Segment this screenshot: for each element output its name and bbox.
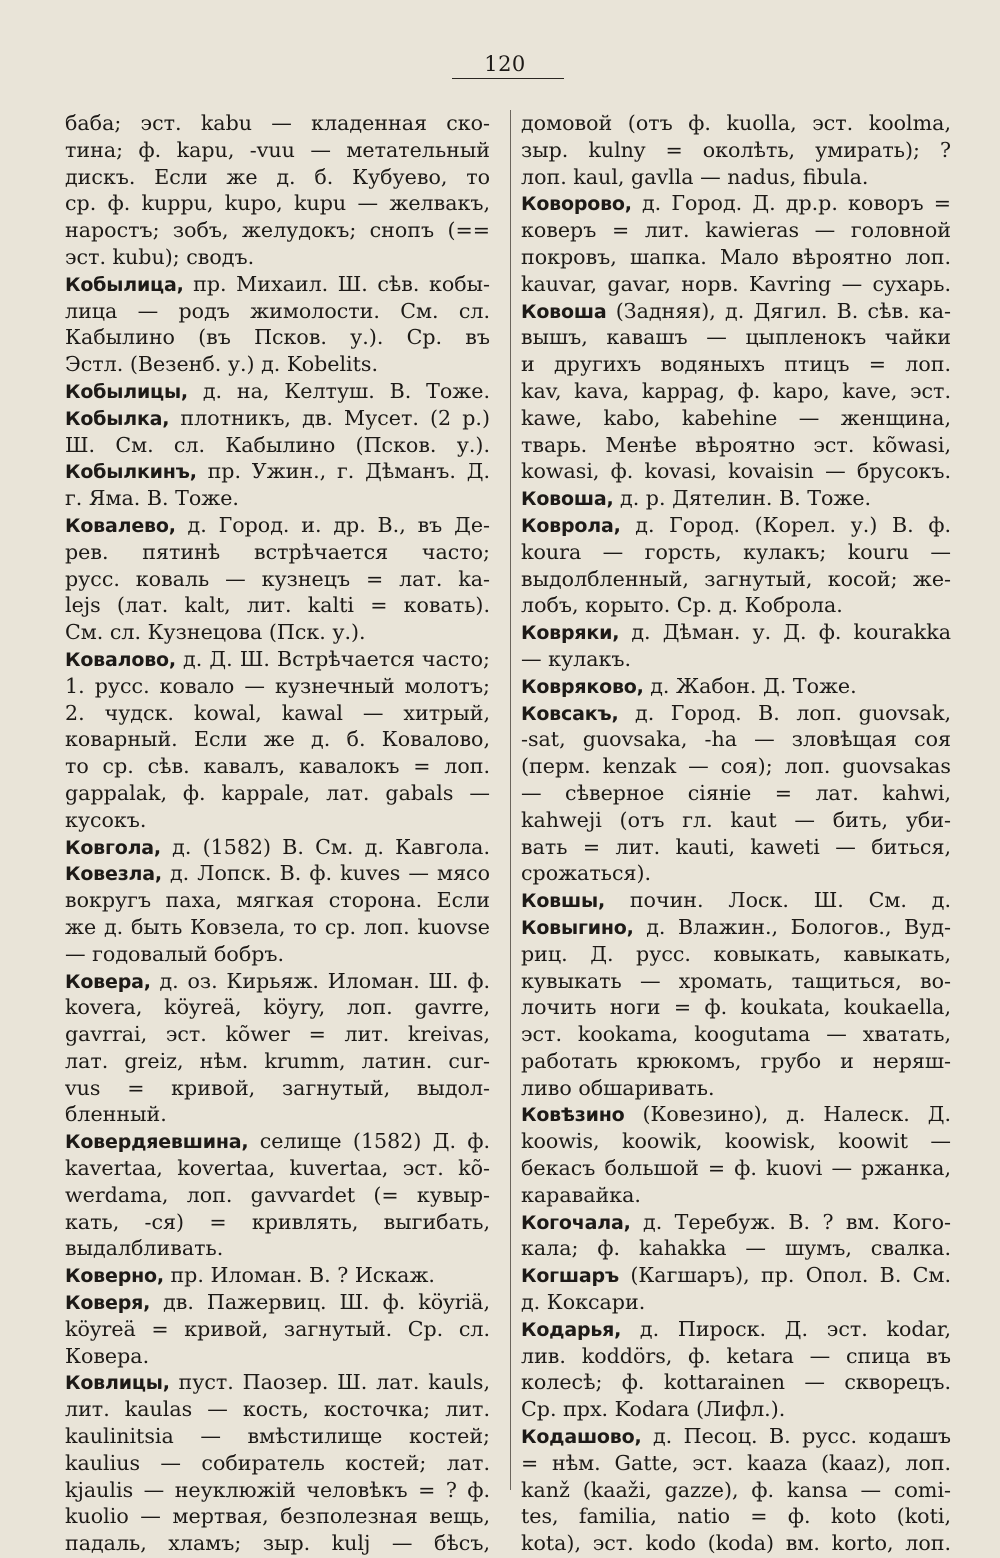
text-line	[521, 1396, 951, 1423]
text-line	[521, 458, 951, 485]
text-line	[521, 1262, 951, 1289]
entry-text: коварный. Если же д. б. Ковалово,	[65, 727, 490, 752]
text-line	[65, 807, 490, 834]
text-line	[65, 378, 490, 405]
entry-text: köyreä = кривой, загнутый. Ср. сл.	[65, 1316, 490, 1341]
entry-text: gappalak, ф. kappale, лат. gabals —	[65, 780, 490, 805]
text-line	[65, 244, 490, 271]
entry-text: = нѣм. Gatte, эст. kaaza (kaaz), лоп.	[521, 1450, 951, 1475]
entry-text: наростъ; зобъ, желудокъ; снопъ (==	[65, 218, 490, 243]
text-line	[65, 1262, 490, 1289]
text-line	[65, 164, 490, 191]
entry-text: кусокъ.	[65, 807, 147, 832]
text-line	[521, 244, 951, 271]
entry-headword: Ковѣзино	[521, 1104, 625, 1127]
entry-text: kowasi, ф. kovasi, kovaisin — брусокъ.	[521, 459, 951, 484]
entry-text: кала; ф. kahakka — шумъ, свалка.	[521, 1236, 951, 1261]
text-line	[65, 887, 490, 914]
text-line	[65, 110, 490, 137]
text-line	[65, 1316, 490, 1343]
text-line	[521, 1182, 951, 1209]
entry-text: вокругъ паха, мягкая сторона. Если	[65, 888, 490, 913]
entry-text: kanž (kaaži, gazze), ф. kansa — comi-	[521, 1477, 951, 1502]
header-rule	[452, 78, 564, 79]
text-line	[65, 860, 490, 887]
text-line	[65, 298, 490, 325]
text-line	[65, 566, 490, 593]
entry-text: русс. коваль — кузнецъ = лат. ka-	[65, 566, 490, 591]
entry-text: д. Коксари.	[521, 1290, 646, 1315]
text-line	[65, 1048, 490, 1075]
entry-text: д. на, Келтуш. В. Тоже.	[187, 378, 490, 403]
entry-text: коверъ = лит. kawieras — головной	[521, 218, 951, 243]
text-line	[65, 405, 490, 432]
text-line	[65, 1209, 490, 1236]
text-line	[65, 780, 490, 807]
text-line	[65, 914, 490, 941]
text-line	[65, 673, 490, 700]
text-line	[521, 1101, 951, 1128]
text-line	[65, 539, 490, 566]
entry-headword: Ковсакъ,	[521, 702, 619, 725]
entry-text: падаль, хламъ; зыр. kulj — бѣсъ,	[65, 1531, 490, 1556]
text-line	[65, 1101, 490, 1128]
entry-headword: Кобылка,	[65, 407, 170, 430]
entry-text: — кулакъ.	[521, 646, 632, 671]
text-line	[521, 914, 951, 941]
entry-headword: Кодарья,	[521, 1318, 622, 1341]
text-line	[65, 432, 490, 459]
entry-text: Ш. См. сл. Кабылино (Псков. у.).	[65, 432, 490, 457]
text-line	[521, 1075, 951, 1102]
text-line	[521, 164, 951, 191]
entry-text: лат. greiz, нѣм. krumm, латин. cur-	[65, 1048, 490, 1073]
entry-text: лобъ, корыто. Ср. д. Коброла.	[521, 593, 843, 618]
entry-text: (Задняя), д. Дягил. В. сѣв. ка-	[606, 298, 951, 323]
text-line	[521, 1128, 951, 1155]
entry-text: 1. русс. ковало — кузнечный молотъ;	[65, 673, 490, 698]
text-line	[65, 726, 490, 753]
text-line	[521, 726, 951, 753]
text-line	[521, 780, 951, 807]
entry-text: kahweji (отъ гл. kaut — бить, уби-	[521, 807, 951, 832]
text-line	[65, 1021, 490, 1048]
entry-headword: Ковезла,	[65, 863, 162, 886]
entry-text: koura — горсть, кулакъ; kouru —	[521, 539, 951, 564]
text-line	[65, 1450, 490, 1477]
entry-text: почин. Лоск. Ш. См. д.	[629, 888, 951, 913]
text-line	[65, 137, 490, 164]
entry-text: д. Теребуж. В. ? вм. Кого-	[630, 1209, 951, 1234]
text-line	[521, 298, 951, 325]
entry-text: кать, -ся) = кривлять, выгибать,	[65, 1209, 490, 1234]
entry-text: д. Дѣман. у. Д. ф. kourakka	[619, 620, 951, 645]
entry-text: вать = лит. kauti, kaweti — биться,	[521, 834, 951, 859]
text-line	[65, 1530, 490, 1557]
text-line	[65, 1075, 490, 1102]
entry-headword: Коврола,	[521, 514, 621, 537]
text-line	[521, 619, 951, 646]
entry-text: kaulius — собиратель костей; лат.	[65, 1450, 490, 1475]
entry-text: д. Город. Д. др.р. коворъ =	[631, 191, 951, 216]
text-line	[521, 1503, 951, 1530]
text-line	[521, 1369, 951, 1396]
text-line	[65, 1396, 490, 1423]
entry-text: тварь. Менѣе вѣроятно эст. kõwasi,	[521, 432, 951, 457]
entry-text: и другихъ водяныхъ птицъ = лоп.	[521, 352, 951, 377]
text-line	[65, 458, 490, 485]
text-line	[65, 1343, 490, 1370]
text-line	[65, 351, 490, 378]
entry-text: kawe, kabo, kabehine — женщина,	[521, 405, 951, 430]
entry-text: срожаться).	[521, 861, 652, 886]
entry-text: д. Песоц. В. русс. кодашъ	[641, 1424, 951, 1449]
entry-headword: Когочала,	[521, 1211, 631, 1234]
text-line	[521, 217, 951, 244]
page-number: 120	[484, 52, 526, 76]
text-line	[521, 1423, 951, 1450]
text-line	[65, 592, 490, 619]
entry-headword: Ковгола,	[65, 836, 161, 859]
entry-text: lejs (лат. kalt, лит. kalti = ковать).	[65, 593, 490, 618]
text-line	[521, 566, 951, 593]
entry-text: Ср. прх. Kodara (Лифл.).	[521, 1397, 786, 1422]
left-column	[65, 110, 490, 1557]
text-line	[521, 941, 951, 968]
text-line	[65, 1477, 490, 1504]
entry-text: лочить ноги = ф. koukata, koukaella,	[521, 995, 951, 1020]
text-line	[65, 324, 490, 351]
text-line	[65, 1369, 490, 1396]
entry-text: тина; ф. kapu, -vuu — метательный	[65, 137, 490, 162]
entry-text: kuolio — мертвая, безполезная вещь,	[65, 1504, 490, 1529]
text-line	[521, 646, 951, 673]
entry-headword: Ковалево,	[65, 514, 176, 537]
entry-text: 2. чудск. kowal, kawal — хитрый,	[65, 700, 490, 725]
entry-text: выдолбленный, загнутый, косой; же-	[521, 566, 951, 591]
entry-text: бленный.	[65, 1102, 167, 1127]
entry-text: пр. Михаил. Ш. сѣв. кобы-	[183, 271, 490, 296]
entry-text: вышъ, кавашъ — цыпленокъ чайки	[521, 325, 951, 350]
text-line	[521, 137, 951, 164]
entry-headword: Коворово,	[521, 193, 632, 216]
text-line	[65, 271, 490, 298]
entry-text: werdama, лоп. gavvardet (= кувыр-	[65, 1182, 490, 1207]
entry-headword: Кобылкинъ,	[65, 461, 197, 484]
text-line	[65, 512, 490, 539]
text-line	[521, 860, 951, 887]
text-line	[521, 1450, 951, 1477]
text-line	[65, 1503, 490, 1530]
entry-headword: Ковоша	[521, 300, 607, 323]
entry-text: д. оз. Кирьяж. Иломан. Ш. ф.	[150, 968, 490, 993]
text-line	[521, 190, 951, 217]
entry-text: koowis, koowik, koowisk, koowit —	[521, 1129, 951, 1154]
text-line	[521, 1021, 951, 1048]
text-line	[521, 110, 951, 137]
text-line	[521, 1530, 951, 1557]
text-line	[521, 324, 951, 351]
entry-text: См. сл. Кузнецова (Пск. у.).	[65, 620, 366, 645]
text-line	[65, 485, 490, 512]
entry-text: д. Лопск. В. ф. kuves — мясо	[161, 861, 490, 886]
entry-headword: Кодашово,	[521, 1426, 642, 1449]
entry-text: д. р. Дятелин. В. Тоже.	[613, 486, 872, 511]
entry-text: лит. kaulas — кость, косточка; лит.	[65, 1397, 490, 1422]
text-line	[521, 994, 951, 1021]
entry-text: каравайка.	[521, 1182, 641, 1207]
entry-text: — сѣверное сіяніе = лат. kahwi,	[521, 780, 951, 805]
text-line	[521, 432, 951, 459]
text-line	[65, 1182, 490, 1209]
entry-text: пуст. Паозер. Ш. лат. kauls,	[169, 1370, 490, 1395]
entry-text: пр. Ужин., г. Дѣманъ. Д.	[196, 459, 490, 484]
text-line	[65, 1289, 490, 1316]
entry-text: vus = кривой, загнутый, выдол-	[65, 1075, 490, 1100]
text-line	[521, 405, 951, 432]
entry-text: kovera, köyreä, köyry, лоп. gavrre,	[65, 995, 490, 1020]
right-column	[521, 110, 951, 1557]
entry-headword: Ковыгино,	[521, 916, 634, 939]
entry-text: дв. Пажервиц. Ш. ф. köyriä,	[150, 1290, 490, 1315]
text-line	[521, 1477, 951, 1504]
entry-headword: Коверя,	[65, 1292, 151, 1315]
text-line	[521, 485, 951, 512]
text-line	[65, 968, 490, 995]
text-line	[521, 834, 951, 861]
entry-headword: Ковалово,	[65, 648, 176, 671]
text-line	[521, 271, 951, 298]
entry-text: покровъ, шапка. Мало вѣроятно лоп.	[521, 244, 951, 269]
text-line	[65, 994, 490, 1021]
text-line	[65, 646, 490, 673]
entry-text: баба; эст. kabu — кладенная ско-	[65, 111, 490, 135]
entry-headword: Когшаръ	[521, 1265, 619, 1288]
entry-headword: Кобылица,	[65, 273, 184, 296]
text-line	[521, 1048, 951, 1075]
text-line	[65, 619, 490, 646]
entry-text: работать крюкомъ, грубо и неряш-	[521, 1048, 951, 1073]
entry-text: же д. быть Ковзела, то ср. лоп. kuovse	[65, 914, 490, 939]
text-line	[65, 700, 490, 727]
entry-text: эст. kookama, koogutama — хватать,	[521, 1022, 951, 1047]
entry-text: лив. koddörs, ф. ketara — спица въ	[521, 1343, 951, 1368]
entry-text: Эстл. (Везенб. у.) д. Kobelits.	[65, 352, 379, 377]
text-line	[521, 807, 951, 834]
entry-headword: Ковера,	[65, 970, 151, 993]
entry-text: лица — родъ жимолости. См. сл.	[65, 298, 490, 323]
text-line	[521, 887, 951, 914]
entry-text: д. Пироск. Д. эст. kodar,	[639, 1316, 951, 1341]
entry-text: (Кагшаръ), пр. Опол. В. См.	[619, 1263, 951, 1288]
entry-text: лоп. kaul, gavlla — nadus, fibula.	[521, 164, 869, 189]
entry-text: выдалбливать.	[65, 1236, 224, 1261]
entry-text: kjaulis — неуклюжій человѣкъ = ? ф.	[65, 1477, 490, 1502]
text-line	[521, 378, 951, 405]
entry-text: (Ковезино), д. Налеск. Д.	[642, 1102, 951, 1127]
text-line	[65, 1128, 490, 1155]
entry-text: -sat, guovsaka, -ha — зловѣщая соя	[521, 727, 951, 752]
text-line	[521, 1155, 951, 1182]
entry-text: д. Д. Ш. Встрѣчается часто;	[175, 646, 490, 671]
entry-text: ливо обшаривать.	[521, 1075, 715, 1100]
text-line	[521, 1289, 951, 1316]
text-line	[521, 673, 951, 700]
entry-text: д. Влажин., Бологов., Вуд-	[633, 914, 951, 939]
entry-headword: Коверно,	[65, 1265, 164, 1288]
entry-text: д. Город. и. др. В., въ Де-	[175, 512, 490, 537]
entry-headword: Ковряково,	[521, 675, 644, 698]
entry-headword: Ковшы,	[521, 890, 605, 913]
entry-text: ср. ф. kuppu, kupo, kupu — желвакъ,	[65, 191, 490, 216]
text-line	[521, 512, 951, 539]
entry-text: рев. пятинѣ встрѣчается часто;	[65, 539, 490, 564]
text-line	[521, 1209, 951, 1236]
entry-text: д. (1582) В. См. д. Кавгола.	[160, 834, 490, 859]
text-line	[65, 834, 490, 861]
entry-text: kavertaa, kovertaa, kuvertaa, эст. kõ-	[65, 1156, 490, 1181]
entry-text: бекасъ большой = ф. kuovi — ржанка,	[521, 1156, 951, 1181]
entry-text: кувыкать — хромать, тащиться, во-	[521, 968, 951, 993]
text-line	[521, 753, 951, 780]
text-line	[65, 217, 490, 244]
text-line	[521, 1235, 951, 1262]
entry-text: д. Город. В. лоп. guovsak,	[618, 700, 951, 725]
entry-text: д. Жабон. Д. Тоже.	[643, 673, 857, 698]
entry-text: домовой (отъ ф. kuolla, эст. koolma,	[521, 111, 951, 135]
entry-text: плотникъ, дв. Мусет. (2 р.)	[169, 405, 490, 430]
entry-text: kav, kava, kappag, ф. kapo, kave, эст.	[521, 378, 951, 403]
text-line	[521, 1316, 951, 1343]
text-line	[521, 968, 951, 995]
entry-headword: Ковоша,	[521, 488, 614, 511]
column-divider	[510, 110, 511, 1490]
text-line	[65, 753, 490, 780]
entry-text: дискъ. Если же д. б. Кубуево, то	[65, 164, 490, 189]
entry-text: г. Яма. В. Тоже.	[65, 486, 239, 511]
entry-headword: Ковердяевшина,	[65, 1131, 249, 1154]
text-line	[521, 592, 951, 619]
entry-text: колесѣ; ф. kottarainen — скворецъ.	[521, 1370, 951, 1395]
entry-text: (перм. kenzak — соя); лоп. guovsakas	[521, 754, 951, 779]
entry-text: gavrrai, эст. kõwer = лит. kreivas,	[65, 1022, 490, 1047]
entry-text: то ср. сѣв. кавалъ, кавалокъ = лоп.	[65, 754, 490, 779]
text-line	[521, 1343, 951, 1370]
text-line	[65, 1235, 490, 1262]
text-line	[521, 539, 951, 566]
text-line	[65, 1423, 490, 1450]
entry-text: kota), эст. kodo (koda) вм. korto, лоп.	[521, 1531, 951, 1556]
entry-text: зыр. kulny = околѣть, умирать); ?	[521, 137, 951, 162]
text-line	[65, 190, 490, 217]
entry-text: — годовалый бобръ.	[65, 941, 285, 966]
entry-headword: Ковлицы,	[65, 1372, 170, 1395]
text-line	[65, 1155, 490, 1182]
entry-text: пр. Иломан. В. ? Искаж.	[163, 1263, 435, 1288]
entry-headword: Ковряки,	[521, 622, 620, 645]
entry-text: Кабылино (въ Псков. у.). Ср. въ	[65, 325, 490, 350]
entry-text: Ковера.	[65, 1343, 150, 1368]
text-line	[65, 941, 490, 968]
entry-text: селище (1582) Д. ф.	[248, 1129, 490, 1154]
entry-text: kaulinitsia — вмѣстилище костей;	[65, 1424, 490, 1449]
text-line	[521, 700, 951, 727]
entry-text: риц. Д. русс. ковыкать, кавыкать,	[521, 941, 951, 966]
text-line	[521, 351, 951, 378]
entry-text: kauvar, gavar, норв. Kavring — сухарь.	[521, 271, 951, 296]
entry-text: tes, familia, natio = ф. koto (koti,	[521, 1504, 951, 1529]
entry-headword: Кобылицы,	[65, 380, 188, 403]
entry-text: д. Город. (Корел. у.) В. ф.	[620, 512, 951, 537]
entry-text: эст. kubu); сводъ.	[65, 244, 255, 269]
